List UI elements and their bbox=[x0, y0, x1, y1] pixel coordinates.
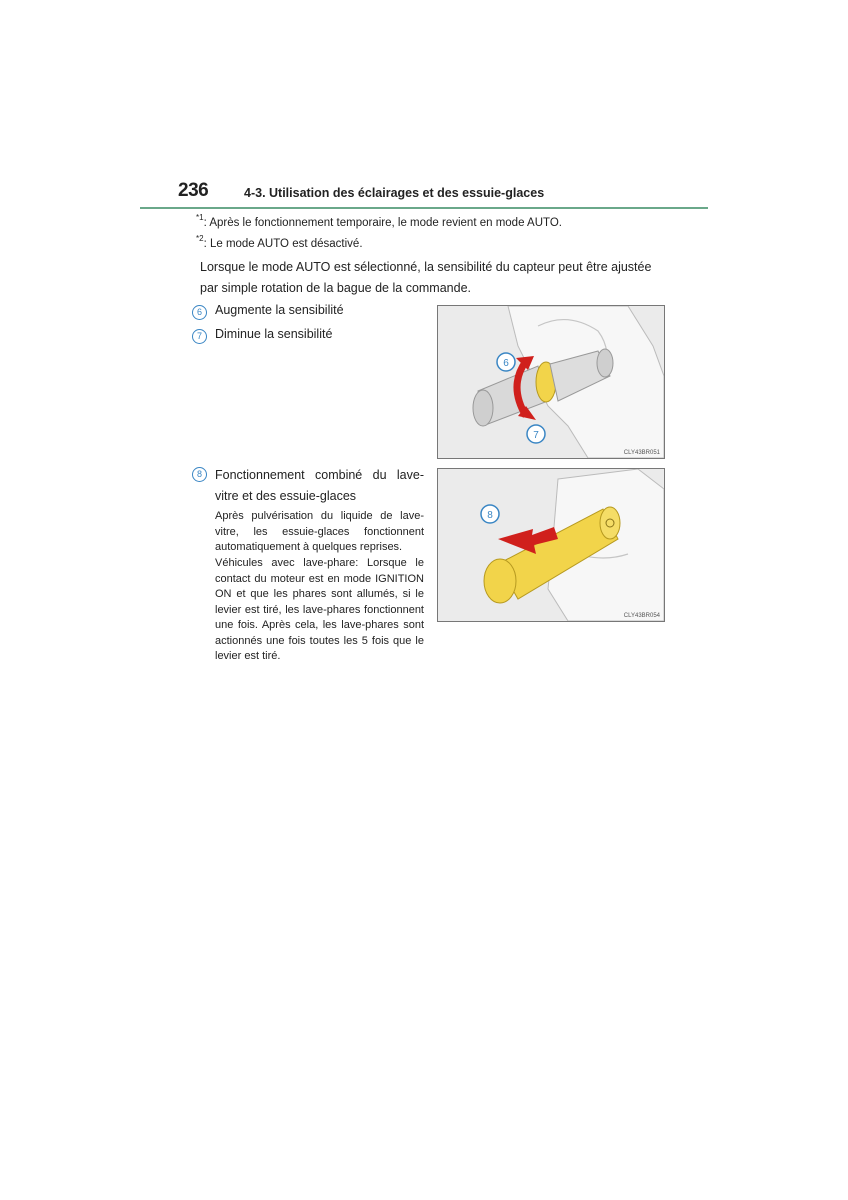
lever-rotation-illustration bbox=[438, 306, 664, 458]
item-label: Fonctionnement combiné du lave-vitre et des essuie-glaces bbox=[215, 468, 424, 503]
footnote-1 bbox=[196, 214, 562, 229]
sub-paragraph-washer: Après pulvérisation du liquide de lave-vitre, les essuie-glaces fonctionnent automatiquement à quelques reprises. bbox=[215, 510, 424, 553]
figure-sensitivity-ring bbox=[437, 305, 665, 459]
callout-number-icon: 8 bbox=[192, 467, 207, 482]
callout-number-icon: 7 bbox=[192, 329, 207, 344]
sub-paragraph-headlamp-cleaner: Véhicules avec lave-phare: Lorsque le contact du moteur est en mode IGNITION ON et que les phares sont allumés, si le levier est tiré, les lave-phares fonctionnent une fois. Après cela, les lave-phares sont actionnés une fois toutes les 5 fois que le levier est tiré. bbox=[215, 557, 424, 662]
body-paragraph: Lorsque le mode AUTO est sélectionné, la sensibilité du capteur peut être ajustée par simple rotation de la bague de la commande. bbox=[200, 260, 652, 295]
figure-code: CLY43BR054 bbox=[623, 613, 660, 619]
section-title: 4-3. Utilisation des éclairages et des essuie-glaces bbox=[244, 186, 545, 200]
lever-pull-illustration bbox=[438, 469, 664, 621]
list-item-7 bbox=[192, 327, 332, 344]
item-label: Diminue la sensibilité bbox=[215, 327, 333, 341]
footnote-marker: *1 bbox=[196, 213, 204, 222]
item-label: Augmente la sensibilité bbox=[215, 303, 344, 317]
svg-text:7: 7 bbox=[533, 430, 539, 441]
footnote-text: : Après le fonctionnement temporaire, le mode revient en mode AUTO. bbox=[203, 216, 562, 229]
list-item-6 bbox=[192, 303, 344, 320]
figure-lever-pull bbox=[437, 468, 665, 622]
footnote-text: : Le mode AUTO est désactivé. bbox=[203, 237, 363, 250]
header-divider bbox=[140, 207, 708, 209]
footnote-marker: *2 bbox=[196, 234, 204, 243]
callout-number-icon: 6 bbox=[192, 305, 207, 320]
svg-text:8: 8 bbox=[487, 510, 493, 521]
page-header bbox=[178, 180, 708, 210]
svg-text:6: 6 bbox=[503, 358, 509, 369]
list-item-8 bbox=[192, 465, 424, 507]
figure-code: CLY43BR051 bbox=[623, 450, 660, 456]
footnote-2 bbox=[196, 235, 363, 250]
page-number: 236 bbox=[178, 180, 209, 201]
